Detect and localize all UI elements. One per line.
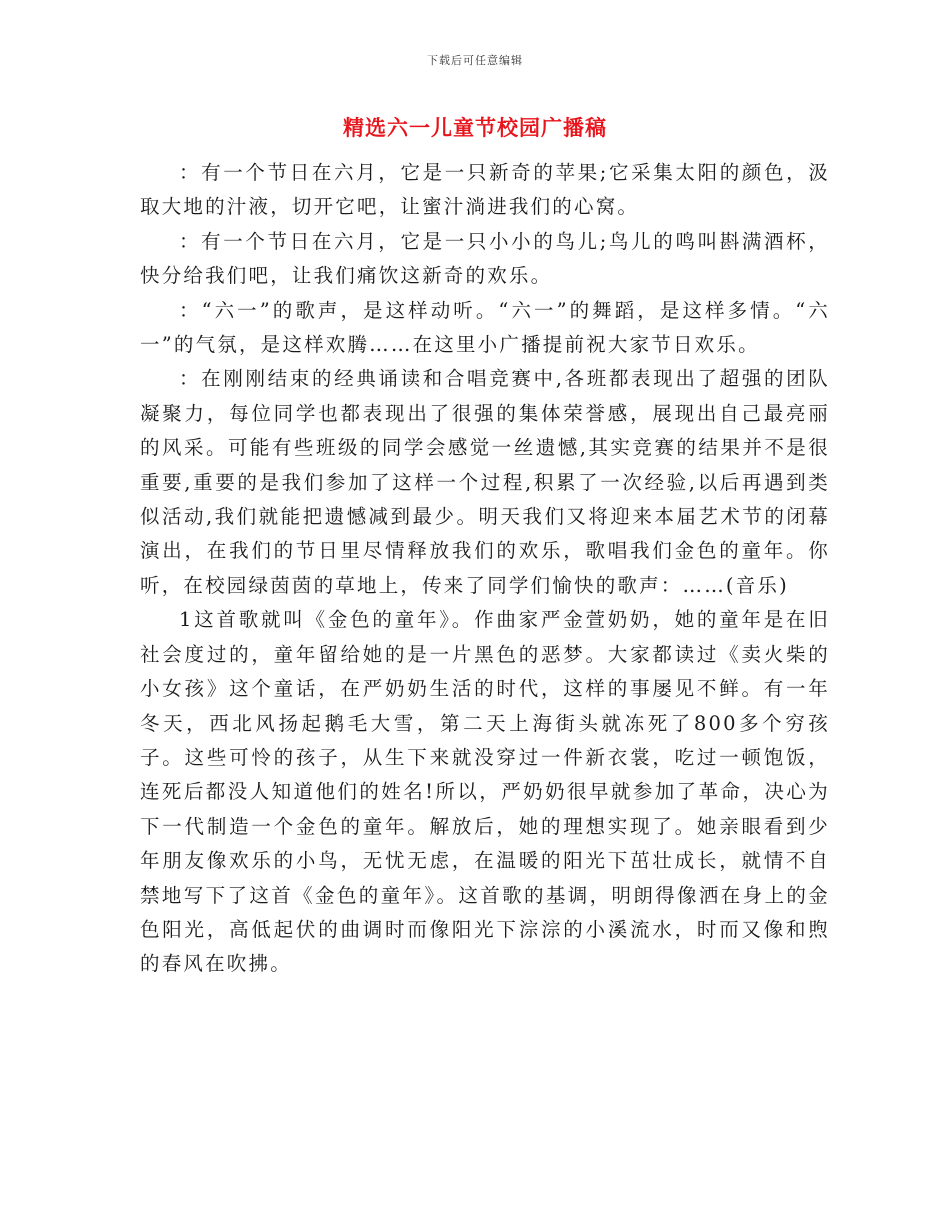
document-body	[140, 156, 830, 982]
document-title: 精选六一儿童节校园广播稿	[343, 115, 607, 140]
paragraph: ：“六一”的歌声，是这样动听。“六一”的舞蹈，是这样多情。“六一”的气氛，是这样欢腾……在这里小广播提前祝大家节日欢乐。	[140, 298, 830, 357]
paragraph: ：在刚刚结束的经典诵读和合唱竞赛中,各班都表现出了超强的团队凝聚力，每位同学也都表现出了很强的集体荣誉感，展现出自己最亮丽的风采。可能有些班级的同学会感觉一丝遗憾,其实竞赛的结果并不是很重要,重要的是我们参加了这样一个过程,积累了一次经验,以后再遇到类似活动,我们就能把遗憾减到最少。明天我们又将迎来本届艺术节的闭幕演出，在我们的节日里尽情释放我们的欢乐，歌唱我们金色的童年。你听，在校园绿茵茵的草地上，传来了同学们愉快的歌声：……(音乐)	[140, 367, 830, 597]
paragraph: ：有一个节日在六月，它是一只小小的鸟儿;鸟儿的鸣叫斟满酒杯，快分给我们吧，让我们痛饮这新奇的欢乐。	[140, 229, 830, 288]
page-header-note: 下载后可任意编辑	[427, 54, 523, 67]
paragraph: ：有一个节日在六月，它是一只新奇的苹果;它采集太阳的颜色，汲取大地的汁液，切开它吧，让蜜汁淌进我们的心窝。	[140, 161, 830, 219]
paragraph: 1这首歌就叫《金色的童年》。作曲家严金萱奶奶，她的童年是在旧社会度过的，童年留给她的是一片黑色的恶梦。大家都读过《卖火柴的小女孩》这个童话，在严奶奶生活的时代，这样的事屡见不鲜。有一年冬天，西北风扬起鹅毛大雪，第二天上海街头就冻死了800多个穷孩子。这些可怜的孩子，从生下来就没穿过一件新衣裳，吃过一顿饱饭，连死后都没人知道他们的姓名!所以，严奶奶很早就参加了革命，决心为下一代制造一个金色的童年。解放后，她的理想实现了。她亲眼看到少年朋友像欢乐的小鸟，无忧无虑，在温暖的阳光下茁壮成长，就情不自禁地写下了这首《金色的童年》。这首歌的基调，明朗得像洒在身上的金色阳光，高低起伏的曲调时而像阳光下淙淙的小溪流水，时而又像和煦的春风在吹拂。	[140, 608, 830, 976]
